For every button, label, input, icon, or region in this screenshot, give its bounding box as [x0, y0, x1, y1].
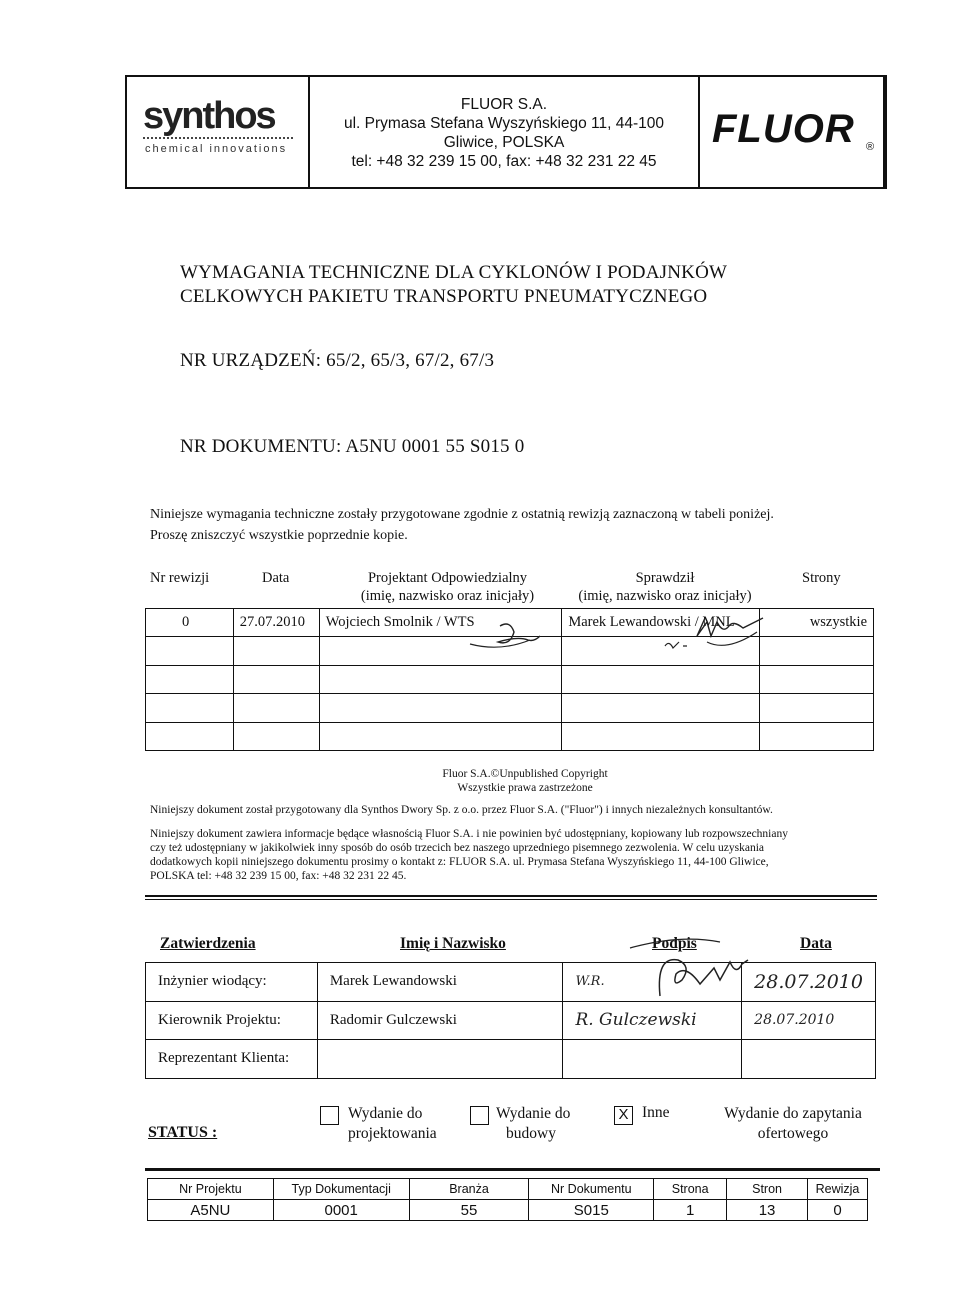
- table-row: [146, 665, 874, 693]
- option-label: projektowania: [348, 1125, 437, 1142]
- device-numbers: NR URZĄDZEŃ: 65/2, 65/3, 67/2, 67/3: [180, 350, 495, 371]
- cell-designer: [319, 665, 562, 693]
- cell-name: [317, 1040, 563, 1079]
- divider: [145, 895, 877, 897]
- cell-checked: [562, 694, 760, 722]
- cell-rev: [146, 694, 234, 722]
- cell-checked: [562, 722, 760, 750]
- status-label: STATUS :: [148, 1124, 218, 1141]
- cell-pages: [760, 665, 874, 693]
- cell-name: Radomir Gulczewski: [317, 1001, 563, 1040]
- table-row: [148, 1200, 868, 1221]
- option-label: ofertowego: [757, 1125, 829, 1142]
- copyright-line-1: Fluor S.A.©Unpublished Copyright: [442, 768, 608, 780]
- approvals-header-date: Data: [800, 935, 832, 952]
- table-header-row: [148, 1179, 868, 1200]
- option-label: Wydanie do zapytania: [724, 1105, 862, 1122]
- approvals-header-name: Imię i Nazwisko: [400, 935, 506, 952]
- table-row: [146, 1001, 876, 1040]
- notice-line-1: Niniejszy dokument zawiera informacje będące własnością Fluor S.A. i nie powinien być udostępniany, kopiowany lub rozpowszechniany: [150, 828, 788, 840]
- synthos-logo-text: synthos: [143, 95, 275, 137]
- value-discipline: 55: [409, 1200, 529, 1221]
- status-option-other-label: Inne: [642, 1104, 670, 1121]
- signature: R. Gulczewski: [575, 1010, 697, 1031]
- checkbox-construction[interactable]: [470, 1106, 489, 1125]
- header-discipline: Branża: [409, 1179, 529, 1200]
- header-page: Strona: [654, 1179, 727, 1200]
- document-number: NR DOKUMENTU: A5NU 0001 55 S015 0: [180, 436, 525, 457]
- cell-date: [742, 1040, 876, 1079]
- signature-scribble: [620, 930, 770, 1000]
- cell-signature: [563, 1001, 742, 1040]
- col-header-checked-sub: (imię, nazwisko oraz inicjały): [578, 588, 752, 604]
- col-header-pages: Strony: [802, 570, 841, 586]
- cell-role: Inżynier wiodący:: [146, 963, 318, 1002]
- company-phone: tel: +48 32 239 15 00, fax: +48 32 231 22 45: [351, 153, 657, 170]
- cell-role: Kierownik Projektu:: [146, 1001, 318, 1040]
- revision-signatures: [460, 612, 800, 664]
- value-project: A5NU: [148, 1200, 274, 1221]
- status-option-design[interactable]: [320, 1106, 339, 1125]
- company-name: FLUOR S.A.: [460, 96, 548, 113]
- option-label: Wydanie do: [348, 1105, 423, 1122]
- synthos-logo: [127, 77, 310, 187]
- cell-date: [742, 1001, 876, 1040]
- cell-rev: 0: [146, 609, 234, 637]
- cell-checked: Marek Lewandowski / MNL: [562, 609, 760, 637]
- col-header-designer-sub: (imię, nazwisko oraz inicjały): [360, 588, 535, 604]
- synthos-tagline: chemical innovations: [145, 143, 288, 155]
- header-pages: Stron: [727, 1179, 808, 1200]
- checkbox-design[interactable]: [320, 1106, 339, 1125]
- value-pages: 13: [727, 1200, 808, 1221]
- cell-date: [233, 722, 319, 750]
- cell-designer: [319, 694, 562, 722]
- table-row: [146, 1040, 876, 1079]
- col-header-date: Data: [262, 570, 290, 586]
- registered-mark: ®: [866, 141, 875, 153]
- fluor-logo: [700, 77, 885, 187]
- header-doc-type: Typ Dokumentacji: [273, 1179, 409, 1200]
- company-address: [310, 77, 700, 187]
- footer-rule: [145, 1168, 880, 1171]
- table-row: [146, 694, 874, 722]
- col-header-checked: Sprawdził: [635, 570, 695, 586]
- cell-pages: [760, 722, 874, 750]
- value-doc-type: 0001: [273, 1200, 409, 1221]
- status-option-inquiry-label: [720, 1104, 866, 1144]
- table-row: [146, 722, 874, 750]
- header-revision: Rewizja: [807, 1179, 867, 1200]
- company-street: ul. Prymasa Stefana Wyszyńskiego 11, 44-100: [343, 115, 665, 132]
- option-label: Wydanie do: [496, 1105, 571, 1122]
- notice-proprietary: [150, 827, 866, 883]
- handwritten-date: 28.07.2010: [754, 1011, 835, 1028]
- cell-date: [233, 637, 319, 665]
- handwritten-date: 28.07.2010: [754, 970, 863, 993]
- status-option-other[interactable]: [614, 1106, 633, 1125]
- approvals-header-role: Zatwierdzenia: [160, 935, 256, 952]
- cell-designer: Wojciech Smolnik / WTS: [319, 609, 562, 637]
- header-project: Nr Projektu: [148, 1179, 274, 1200]
- cell-rev: [146, 722, 234, 750]
- intro-line-1: Niniejsze wymagania techniczne zostały przygotowane zgodnie z ostatnią rewizją zaznaczoną w tabeli poniżej.: [150, 507, 774, 522]
- status-option-construction[interactable]: [470, 1106, 489, 1125]
- notice-prepared-for: Niniejszy dokument został przygotowany dla Synthos Dwory Sp. z o.o. przez Fluor S.A. ("Fluor") i innych niezależnych konsultantów.: [150, 804, 773, 816]
- document-title-line-1: WYMAGANIA TECHNICZNE DLA CYKLONÓW I PODAJNKÓW: [180, 262, 728, 283]
- intro-line-2: Proszę zniszczyć wszystkie poprzednie kopie.: [150, 528, 408, 543]
- notice-line-4: POLSKA tel: +48 32 239 15 00, fax: +48 32 231 22 45.: [150, 870, 407, 882]
- logo-divider: [143, 137, 293, 139]
- value-doc-number: S015: [529, 1200, 654, 1221]
- company-city: Gliwice, POLSKA: [443, 134, 565, 151]
- document-title-line-2: CELKOWYCH PAKIETU TRANSPORTU PNEUMATYCZNEGO: [180, 286, 708, 307]
- status-option-design-label: [348, 1104, 437, 1144]
- option-label: budowy: [506, 1125, 556, 1142]
- header-box: [125, 75, 887, 189]
- notice-line-2: czy też udostępniany w jakikolwiek inny sposób do osób trzecich bez naszego uprzedniego pisemnego zezwolenia. W celu uzyskania: [150, 842, 764, 854]
- col-header-revision: Nr rewizji: [150, 570, 210, 586]
- cell-rev: [146, 665, 234, 693]
- cell-rev: [146, 637, 234, 665]
- cell-designer: [319, 722, 562, 750]
- divider: [145, 899, 877, 900]
- col-header-designer: Projektant Odpowiedzialny: [367, 570, 528, 586]
- approvals-header-signature: Podpis: [652, 935, 697, 952]
- fluor-logo-text: FLUOR: [712, 107, 855, 151]
- cell-date: [233, 665, 319, 693]
- document-info-table: [147, 1178, 868, 1221]
- cell-pages: wszystkie: [760, 609, 874, 637]
- cell-date: 27.07.2010: [233, 609, 319, 637]
- signature: W.R.: [575, 974, 605, 990]
- status-option-construction-label: [496, 1104, 570, 1144]
- cell-pages: [760, 694, 874, 722]
- checkbox-other[interactable]: X: [614, 1106, 633, 1125]
- cell-checked: [562, 665, 760, 693]
- cell-name: Marek Lewandowski: [317, 963, 563, 1002]
- cell-role: Reprezentant Klienta:: [146, 1040, 318, 1079]
- notice-line-3: dodatkowych kopii niniejszego dokumentu prosimy o kontakt z: FLUOR S.A. ul. Prymasa Stefana Wyszyńskiego 11, 44-100 Gliwice,: [150, 856, 769, 868]
- value-page: 1: [654, 1200, 727, 1221]
- header-doc-number: Nr Dokumentu: [529, 1179, 654, 1200]
- cell-signature: [563, 1040, 742, 1079]
- value-revision: 0: [807, 1200, 867, 1221]
- copyright-line-2: Wszystkie prawa zastrzeżone: [457, 782, 593, 794]
- cell-date: [233, 694, 319, 722]
